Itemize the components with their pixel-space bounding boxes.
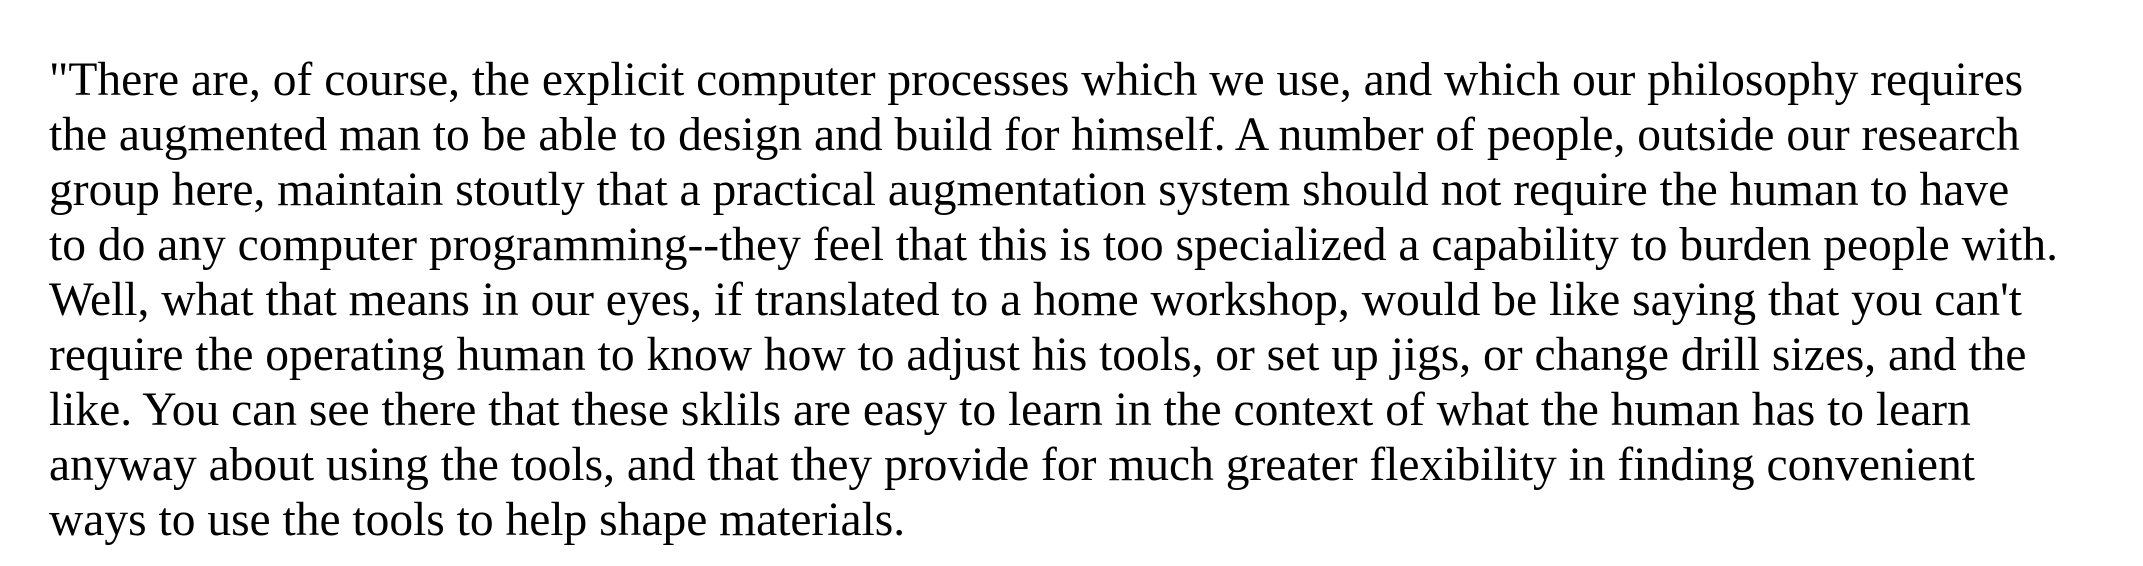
paragraph-line-5: Well, what that means in our eyes, if translated to a home workshop, would be like saying that you can't — [49, 274, 2022, 326]
paragraph-line-8: anyway about using the tools, and that they provide for much greater flexibility in finding convenient — [49, 439, 1975, 491]
paragraph-line-4: to do any computer programming--they feel that this is too specialized a capability to burden people with. — [49, 219, 2058, 271]
quote-paragraph — [49, 53, 2129, 548]
paragraph-line-3: group here, maintain stoutly that a practical augmentation system should not require the human to have — [49, 164, 2010, 216]
paragraph-line-6: require the operating human to know how to adjust his tools, or set up jigs, or change drill sizes, and the — [49, 329, 2027, 381]
paragraph-line-9: ways to use the tools to help shape materials. — [49, 494, 906, 546]
paragraph-line-1: "There are, of course, the explicit computer processes which we use, and which our philosophy requires — [49, 54, 2024, 106]
paragraph-line-7: like. You can see there that these sklils are easy to learn in the context of what the human has to learn — [49, 384, 1971, 436]
paragraph-line-2: the augmented man to be able to design and build for himself. A number of people, outside our research — [49, 109, 2020, 161]
